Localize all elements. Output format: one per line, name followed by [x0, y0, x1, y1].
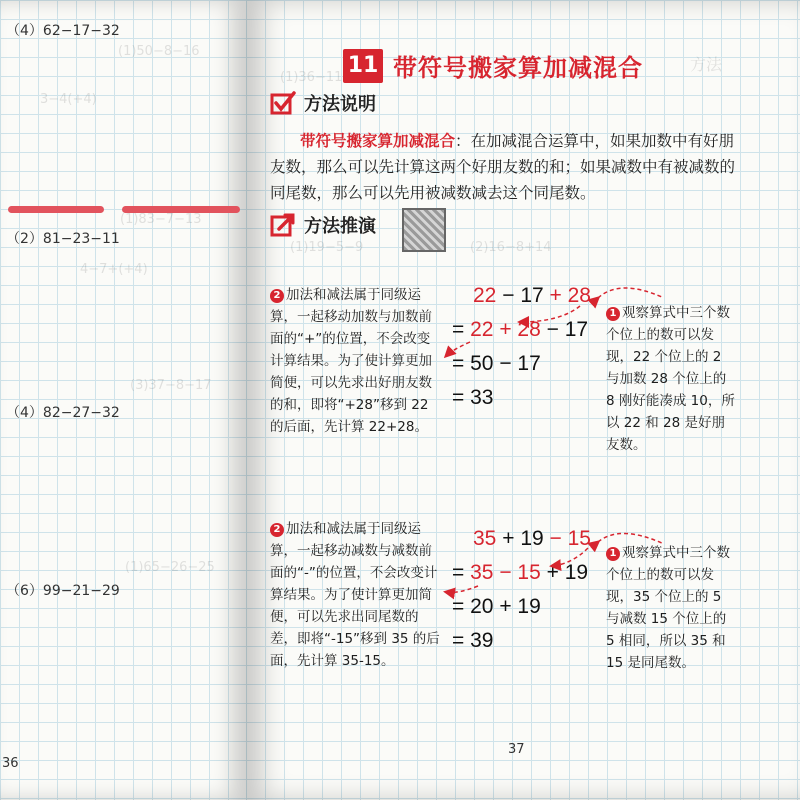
step-badge: 2 — [270, 523, 284, 537]
page-number-right: 37 — [508, 742, 525, 757]
example1-line3: = 50 − 17 — [452, 352, 541, 375]
section-label: 方法说明 — [304, 94, 376, 115]
ghost-text: 方法 — [690, 55, 723, 74]
ghost-text: (1)65−26−25 — [125, 560, 215, 575]
example2-line1: 35 + 19 − 15 — [473, 527, 591, 550]
example1-line2: = 22 + 28 − 17 — [452, 318, 589, 341]
section-label: 方法推演 — [304, 216, 376, 237]
step-text: 加法和减法属于同级运算，一起移动加数与加数前面的“+”的位置，不会改变计算结果。为了使计算更加简便，可以先求出好朋友数的和，即将“+28”移到 22 的后面，先计算 22+28。 — [270, 287, 432, 435]
lesson-number: 11 — [343, 49, 383, 83]
step-text: 观察算式中三个数个位上的数可以发现，35 个位上的 5 与减数 15 个位上的 5 相同，所以 35 和 15 是同尾数。 — [606, 545, 730, 671]
intro-highlight: 带符号搬家算加减混合 — [300, 132, 456, 150]
arrow-example1-step2 — [446, 342, 470, 356]
page-number-left: 36 — [2, 756, 19, 771]
arrow-example2-step2 — [446, 586, 478, 592]
example2-line4: = 39 — [452, 629, 494, 652]
ghost-text: 3−4(+4) — [40, 92, 97, 107]
example2-line3: = 20 + 19 — [452, 595, 541, 618]
ghost-text: (2)16−8+14 — [470, 240, 552, 255]
ghost-text: (1)50−8−16 — [118, 44, 200, 59]
lesson-title-text: 带符号搬家算加减混合 — [393, 54, 643, 82]
arrow-example1-move — [520, 306, 580, 322]
ghost-text: (1)19−5−9 — [290, 240, 364, 255]
step-badge: 1 — [606, 547, 620, 561]
left-problem-1: （4）62−17−32 — [6, 23, 120, 39]
ghost-text: (1)83−7−13 — [120, 212, 202, 227]
arrow-example1-observe — [598, 288, 664, 298]
ghost-text: (3)37−8−17 — [130, 378, 212, 393]
arrow-example2-move — [552, 548, 588, 566]
arrow-example2-observe — [598, 533, 664, 544]
left-problem-2: （2）81−23−11 — [6, 231, 120, 247]
example1-line1: 22 − 17 + 28 — [473, 284, 591, 307]
ghost-text: (1)36−11 — [280, 70, 343, 85]
intro-body: ：在加减混合运算中，如果加数中有好朋友数，那么可以先计算这两个好朋友数的和；如果减数中有被减数的同尾数，那么可以先用被减数减去这个同尾数。 — [270, 132, 736, 202]
step-text: 观察算式中三个数个位上的数可以发现，22 个位上的 2 与加数 28 个位上的 8 刚好能凑成 10，所以 22 和 28 是好朋友数。 — [606, 305, 735, 453]
ghost-text: 4−7+(+4) — [80, 262, 148, 277]
example1-line4: = 33 — [452, 386, 494, 409]
step-text: 加法和减法属于同级运算，一起移动减数与减数前面的“-”的位置，不会改变计算结果。为了使计算更加简便，可以先求出同尾数的差，即将“-15”移到 35 的后面，先计算 35-15。 — [270, 521, 440, 669]
step-badge: 1 — [606, 307, 620, 321]
step-badge: 2 — [270, 289, 284, 303]
left-problem-3: （4）82−27−32 — [6, 405, 120, 421]
left-problem-4: （6）99−21−29 — [6, 583, 120, 599]
example2-line2: = 35 − 15 + 19 — [452, 561, 589, 584]
